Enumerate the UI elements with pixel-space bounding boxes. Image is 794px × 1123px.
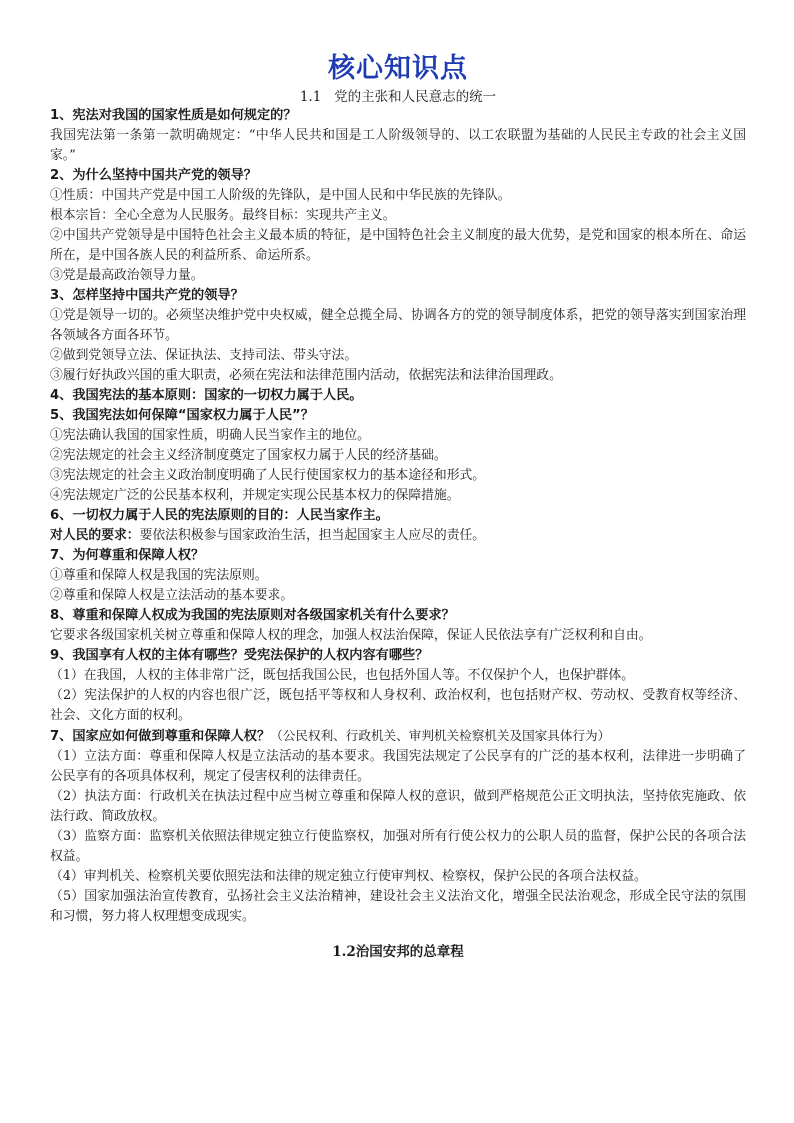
question-heading <box>50 646 746 666</box>
question-text: 8、尊重和保障人权成为我国的宪法原则对各级国家机关有什么要求？ <box>50 608 455 623</box>
answer-paragraph <box>50 887 746 927</box>
question-text: 9、我国享有人权的主体有哪些？受宪法保护的人权内容有哪些？ <box>50 648 429 663</box>
answer-paragraph <box>50 446 746 466</box>
answer-text: 根本宗旨：全心全意为人民服务。最终目标：实现共产主义。 <box>50 208 396 223</box>
answer-text: ③宪法规定的社会主义政治制度明确了人民行使国家权力的基本途径和形式。 <box>50 468 486 483</box>
answer-paragraph <box>50 366 746 386</box>
answer-paragraph <box>50 787 746 827</box>
answer-text: 它要求各级国家机关树立尊重和保障人权的理念，加强人权法治保障，保证人民依法享有广泛权利和自由。 <box>50 628 652 643</box>
answer-paragraph <box>50 306 746 346</box>
question-heading <box>50 386 746 406</box>
answer-paragraph <box>50 666 746 686</box>
answer-text: ①宪法确认我国的国家性质，明确人民当家作主的地位。 <box>50 428 370 443</box>
answer-text: （4）审判机关、检察机关要依照宪法和法律的规定独立行使审判权、检察权，保护公民的各项合法权益。 <box>50 869 647 884</box>
section-number: 1.1 <box>299 89 322 105</box>
answer-paragraph <box>50 867 746 887</box>
question-heading <box>50 166 746 186</box>
question-text: 7、国家应如何做到尊重和保障人权？ <box>50 729 271 744</box>
answer-text: ②尊重和保障人权是立法活动的基本要求。 <box>50 588 294 603</box>
question-text: 5、我国宪法如何保障“国家权力属于人民”？ <box>50 408 314 423</box>
question-note: （公民权利、行政机关、审判机关检察机关及国家具体行为） <box>270 728 611 743</box>
answer-text: （5）国家加强法治宣传教育，弘扬社会主义法治精神，建设社会主义法治文化，增强全民法治观念，形成全民守法的氛围和习惯，努力将人权理想变成现实。 <box>50 889 746 924</box>
question-heading <box>50 406 746 426</box>
answer-paragraph <box>50 626 746 646</box>
question-text: 4、我国宪法的基本原则：国家的一切权力属于人民。 <box>50 388 363 403</box>
answer-paragraph <box>50 827 746 867</box>
answer-text: ①尊重和保障人权是我国的宪法原则。 <box>50 568 268 583</box>
section-title-text: 党的主张和人民意志的统一 <box>334 89 497 105</box>
answer-paragraph <box>50 466 746 486</box>
answer-text: ④宪法规定广泛的公民基本权利，并规定实现公民基本权力的保障措施。 <box>50 488 460 503</box>
question-heading <box>50 546 746 566</box>
answer-text: （1）立法方面：尊重和保障人权是立法活动的基本要求。我国宪法规定了公民享有的广泛的基本权利，法律进一步明确了公民享有的各项具体权利，规定了侵害权利的法律责任。 <box>50 749 746 784</box>
question-heading <box>50 606 746 626</box>
answer-paragraph <box>50 486 746 506</box>
answer-paragraph <box>50 186 746 206</box>
answer-text: （2）宪法保护的人权的内容也很广泛，既包括平等权和人身权利、政治权利，也包括财产权、劳动权、受教育权等经济、社会、文化方面的权利。 <box>50 688 746 723</box>
answer-lead: 对人民的要求： <box>50 528 140 543</box>
question-heading <box>50 286 746 306</box>
section-heading-1-1 <box>50 88 746 106</box>
document-title: 核心知识点 <box>328 53 468 84</box>
answer-text: ③履行好执政兴国的重大职责，必须在宪法和法律范围内活动，依据宪法和法律治国理政。 <box>50 368 562 383</box>
answer-text: ②中国共产党领导是中国特色社会主义最本质的特征，是中国特色社会主义制度的最大优势，是党和国家的根本所在、命运所在，是中国各族人民的利益所系、命运所系。 <box>50 228 746 263</box>
answer-paragraph <box>50 526 746 546</box>
answer-paragraph <box>50 426 746 446</box>
answer-text: 我国宪法第一条第一款明确规定：“中华人民共和国是工人阶级领导的、以工农联盟为基础的人民民主专政的社会主义国家。” <box>50 128 746 163</box>
question-heading <box>50 506 746 526</box>
answer-paragraph <box>50 566 746 586</box>
question-text: 7、为何尊重和保障人权？ <box>50 548 205 563</box>
answer-paragraph <box>50 686 746 726</box>
answer-text: ②宪法规定的社会主义经济制度奠定了国家权力属于人民的经济基础。 <box>50 448 447 463</box>
answer-text: 要依法积极参与国家政治生活，担当起国家主人应尽的责任。 <box>139 528 486 543</box>
answer-text: ②做到党领导立法、保证执法、支持司法、带头守法。 <box>50 348 358 363</box>
question-heading <box>50 106 746 126</box>
answer-text: ①党是领导一切的。必须坚决维护党中央权威，健全总揽全局、协调各方的党的领导制度体系，把党的领导落实到国家治理各领域各方面各环节。 <box>50 308 746 343</box>
answer-paragraph <box>50 266 746 286</box>
answer-paragraph <box>50 346 746 366</box>
answer-paragraph <box>50 747 746 787</box>
question-text: 3、怎样坚持中国共产党的领导？ <box>50 288 244 303</box>
question-heading <box>50 726 746 747</box>
question-text: 1、宪法对我国的国家性质是如何规定的？ <box>50 108 297 123</box>
answer-text: ③党是最高政治领导力量。 <box>50 268 204 283</box>
question-text: 6、一切权力属于人民的宪法原则的目的：人民当家作主。 <box>50 508 389 523</box>
answer-text: （1）在我国，人权的主体非常广泛，既包括我国公民，也包括外国人等。不仅保护个人，也保护群体。 <box>50 668 635 683</box>
section-heading-1-2: 1.2治国安邦的总章程 <box>332 944 464 960</box>
question-text: 2、为什么坚持中国共产党的领导？ <box>50 168 257 183</box>
question-list <box>50 106 746 927</box>
answer-text: （3）监察方面：监察机关依照法律规定独立行使监察权，加强对所有行使公权力的公职人员的监督，保护公民的各项合法权益。 <box>50 829 746 864</box>
answer-paragraph <box>50 126 746 166</box>
answer-text: ①性质：中国共产党是中国工人阶级的先锋队，是中国人民和中华民族的先锋队。 <box>50 188 511 203</box>
answer-paragraph <box>50 586 746 606</box>
answer-paragraph <box>50 206 746 226</box>
answer-text: （2）执法方面：行政机关在执法过程中应当树立尊重和保障人权的意识，做到严格规范公正文明执法，坚持依宪施政、依法行政、简政放权。 <box>50 789 746 824</box>
answer-paragraph <box>50 226 746 266</box>
